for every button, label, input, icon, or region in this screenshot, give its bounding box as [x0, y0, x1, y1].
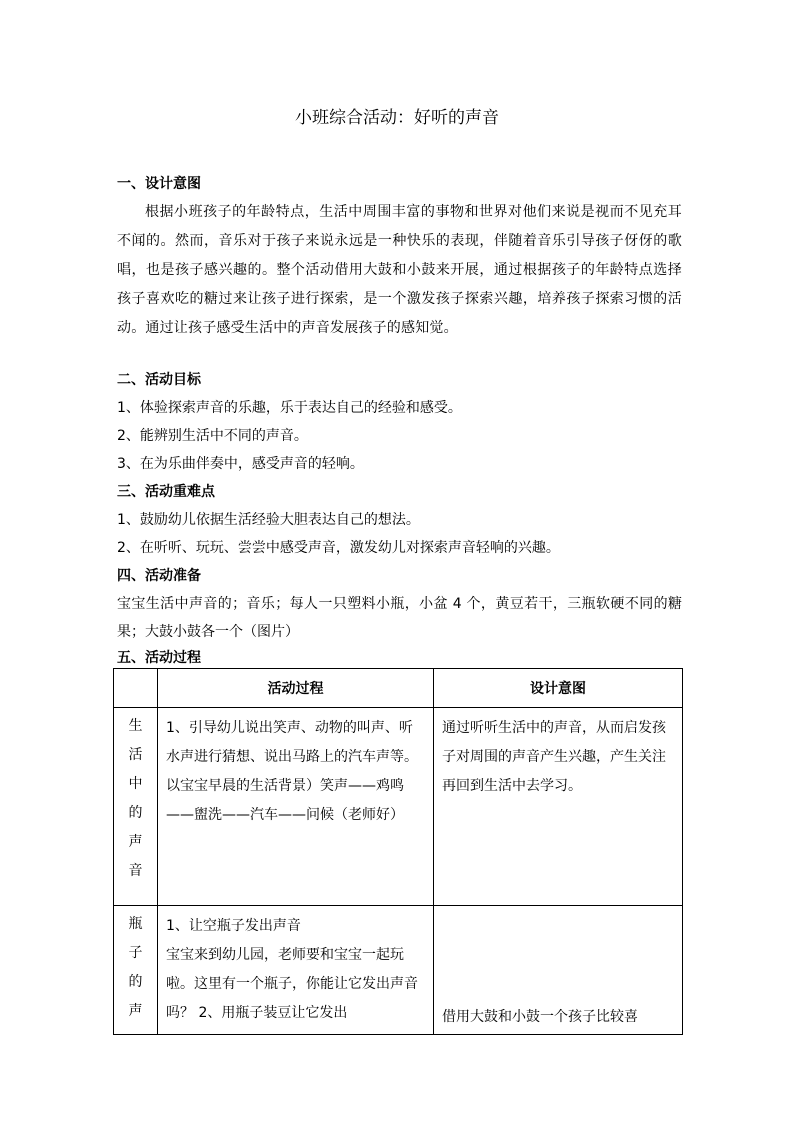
list-item: 2、在听听、玩玩、尝尝中感受声音，激发幼儿对探索声音轻响的兴趣。: [117, 540, 560, 556]
section-heading: 一、设计意图: [117, 176, 201, 192]
section-preparation: [117, 562, 682, 646]
table-header-cell: 设计意图: [434, 669, 683, 708]
list-item: 1、体验探索声音的乐趣，乐于表达自己的经验和感受。: [117, 400, 462, 416]
section-heading: 二、活动目标: [117, 372, 201, 388]
section-goals: [117, 366, 682, 478]
list-item: 3、在为乐曲伴奏中，感受声音的轻响。: [117, 456, 364, 472]
section-paragraph: 根据小班孩子的年龄特点，生活中周围丰富的事物和世界对他们来说是视而不见充耳不闻的。然而，音乐对于孩子来说永远是一种快乐的表现，伴随着音乐引导孩子伢伢的歌唱，也是孩子感兴趣的。整个活动借用大鼓和小鼓来开展，通过根据孩子的年龄特点选择孩子喜欢吃的糖过来让孩子进行探索，是一个激发孩子探索兴趣，培养孩子探索习惯的活动。通过让孩子感受生活中的声音发展孩子的感知觉。: [117, 204, 682, 336]
section-key-points: [117, 478, 682, 562]
intent-text: 通过听听生活中的声音，从而启发孩子对周围的声音产生兴趣，产生关注再回到生活中去学习。: [442, 720, 666, 794]
list-item: 2、能辨别生活中不同的声音。: [117, 428, 308, 444]
process-text: 1、让空瓶子发出声音: [166, 918, 301, 934]
table-header-cell: [114, 669, 158, 708]
process-text: 以宝宝早晨的生活背景）笑声——鸡鸣——盥洗——汽车——问候（老师好）: [166, 778, 404, 823]
intent-cell: [434, 708, 683, 906]
list-item: 1、鼓励幼儿依据生活经验大胆表达自己的想法。: [117, 512, 420, 528]
row-label: 生活中的声音: [128, 718, 143, 879]
intent-cell: [434, 906, 683, 1035]
row-label: 瓶子的声: [128, 916, 143, 1019]
process-cell: [158, 708, 434, 906]
row-label-cell: [114, 906, 158, 1035]
section-design-intent: [117, 170, 682, 343]
section-heading: 三、活动重难点: [117, 484, 215, 500]
table-row: [114, 708, 683, 906]
row-label-cell: [114, 708, 158, 906]
process-table: [113, 668, 683, 1035]
section-paragraph: 宝宝生活中声音的；音乐；每人一只塑料小瓶，小盆 4 个，黄豆若干，三瓶软硬不同的糖果；大鼓小鼓各一个（图片）: [117, 596, 682, 640]
section-process: [117, 646, 682, 670]
table-header-cell: 活动过程: [158, 669, 434, 708]
process-text: 1、引导幼儿说出笑声、动物的叫声、听水声进行猜想、说出马路上的汽车声等。: [166, 720, 418, 765]
document-title: 小班综合活动：好听的声音: [295, 108, 499, 128]
intent-text: 借用大鼓和小鼓一个孩子比较喜: [442, 1009, 638, 1025]
table-header-row: [114, 669, 683, 708]
section-heading: 四、活动准备: [117, 568, 201, 584]
section-heading: 五、活动过程: [117, 650, 201, 666]
table-row: [114, 906, 683, 1035]
process-text: 宝宝来到幼儿园，老师要和宝宝一起玩啦。这里有一个瓶子，你能让它发出声音吗？ 2、用瓶子装豆让它发出: [166, 947, 418, 1021]
process-cell: [158, 906, 434, 1035]
